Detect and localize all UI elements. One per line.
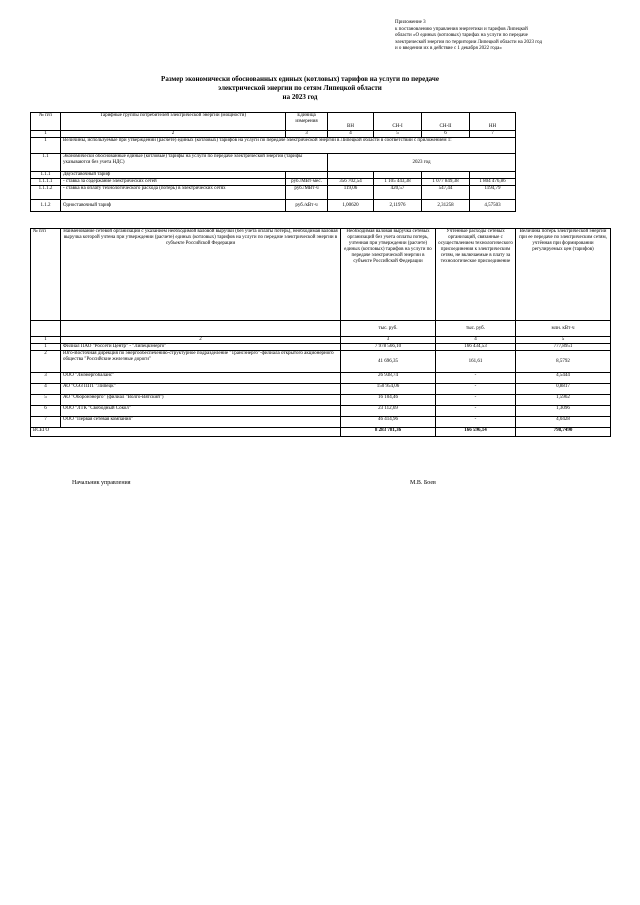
row-nvv: 23 112,69 — [341, 406, 436, 417]
row-num: 2 — [31, 351, 61, 373]
index-cell: 4 — [328, 131, 374, 138]
header-group: Тарифные группы потребителей электрической энергии (мощности) — [61, 113, 286, 131]
row-text: - ставка на оплату технологического расхода (потерь) в электрических сетях — [61, 186, 286, 200]
row-loss: 0,8817 — [516, 384, 611, 395]
row-text: Величины, используемые при утверждении (расчете) единых (котловых) тарифов на услуги по передаче электрической энергии в Липецкой области в соответствии с приложением 1: — [61, 138, 516, 154]
row-num: 1.1 — [31, 154, 61, 172]
title-line: Размер экономически обоснованных единых (котловых) тарифов на услуги по передаче — [161, 75, 439, 83]
table-row — [31, 406, 611, 417]
index-row — [31, 337, 611, 344]
header-sn1: СН-I — [374, 113, 422, 131]
total-loss: 798,7490 — [516, 428, 611, 437]
row-org: ООО "Первая сетевая компания" — [61, 417, 341, 428]
row-unit: руб./МВт·ч — [286, 186, 328, 200]
row-org: Филиал ПАО "Россети Центр" - "Липецкэнерго" — [61, 344, 341, 351]
value-nn: 1 804 476,86 — [470, 179, 516, 186]
table-row — [31, 384, 611, 395]
row-num: 1.1.1.1 — [31, 179, 61, 186]
table-header-row — [31, 113, 516, 131]
table-row — [31, 373, 611, 384]
annex-line: и о введении их в действие с 1 декабря 2022 года» — [395, 46, 502, 52]
units-row — [31, 321, 611, 337]
header-tp: Учтенные расходы сетевых организаций, связанные с осуществлением технологического присоединения к электрическим сетям, не включаемые в плату за технологическое присоединение — [436, 229, 516, 321]
index-cell: 3 — [286, 131, 328, 138]
index-cell: 5 — [374, 131, 422, 138]
table-row — [31, 351, 611, 373]
value-sn1: 420,57 — [374, 186, 422, 200]
table-row — [31, 154, 516, 172]
index-cell: 1 — [31, 131, 61, 138]
row-text: Двухставочный тариф — [61, 172, 286, 179]
index-cell: 3 — [341, 337, 436, 344]
table-row — [31, 395, 611, 406]
row-loss: 777,8951 — [516, 344, 611, 351]
header-org: Наименование сетевой организации с указанием необходимой валовой выручки (без учета оплаты потерь), необходимая валовая выручка которой учтена при утверждении (расчете) единых (котловых) тарифов на услуги по передаче электрической энергии в субъекте Российской Федерации — [61, 229, 341, 321]
index-cell: 5 — [516, 337, 611, 344]
row-num: 7 — [31, 417, 61, 428]
header-unit: Единица измерения — [286, 113, 328, 131]
annex-line: электрической энергии по территории Липецкой области на 2023 год — [395, 39, 543, 45]
index-cell: 7 — [470, 131, 516, 138]
value-vn: 119,06 — [328, 186, 374, 200]
network-organizations-table — [30, 228, 611, 437]
header-sn2: СН-II — [422, 113, 470, 131]
value-sn1: 1 105 443,38 — [374, 179, 422, 186]
header-loss: Величина потерь электрической энергии при ее передаче по электрическим сетям, учтённая при формировании регулируемых цен (тарифов) — [516, 229, 611, 321]
signature-name: М.В. Боев — [410, 480, 436, 486]
tariff-table — [30, 112, 516, 212]
row-loss: 8,5792 — [516, 351, 611, 373]
row-text: - ставка за содержание электрических сетей — [61, 179, 286, 186]
row-tp: - — [436, 373, 516, 384]
header-num: № п/п — [31, 229, 61, 321]
unit-nvv: тыс. руб. — [341, 321, 436, 337]
row-tp: - — [436, 384, 516, 395]
unit-loss: млн. кВт·ч — [516, 321, 611, 337]
row-nvv: 150 954,06 — [341, 384, 436, 395]
row-num: 1.1.1.2 — [31, 186, 61, 200]
row-org: АО "Оборонэнерго" (филиал "Волго-Вятский") — [61, 395, 341, 406]
row-loss: 1,3096 — [516, 406, 611, 417]
row-org: ООО "Лмэнергобаланс" — [61, 373, 341, 384]
table-header-row — [31, 229, 611, 321]
year-cell: 2023 год — [328, 154, 516, 172]
row-unit: руб./кВт·ч — [286, 200, 328, 212]
index-cell: 2 — [61, 337, 341, 344]
row-nvv: 26 938,74 — [341, 373, 436, 384]
row-tp: - — [436, 395, 516, 406]
value-sn2: 2,31258 — [422, 200, 470, 212]
index-cell: 2 — [61, 131, 286, 138]
title-line: электрической энергии по сетям Липецкой области — [218, 84, 382, 92]
value-nn: 1194,79 — [470, 186, 516, 200]
row-text: Одноставочный тариф — [61, 200, 286, 212]
row-num: 1 — [31, 344, 61, 351]
annex-line: области «О единых (котловых) тарифах на услуги по передаче — [395, 33, 528, 39]
row-tp: - — [436, 417, 516, 428]
total-label: ВСЕГО — [31, 428, 341, 437]
index-cell: 6 — [422, 131, 470, 138]
row-loss: 4,0428 — [516, 417, 611, 428]
row-tp: - — [436, 406, 516, 417]
row-num: 1.1.1 — [31, 172, 61, 179]
total-tp: 166 596,14 — [436, 428, 516, 437]
row-nvv: 16 104,46 — [341, 395, 436, 406]
table-row — [31, 344, 611, 351]
row-num: 6 — [31, 406, 61, 417]
document-title — [90, 75, 510, 102]
row-loss: 4,5444 — [516, 373, 611, 384]
row-nvv: 7 978 566,10 — [341, 344, 436, 351]
row-num: 3 — [31, 373, 61, 384]
total-nvv: 8 283 781,36 — [341, 428, 436, 437]
value-sn2: 547,44 — [422, 186, 470, 200]
annex-line: к постановлению управления энергетики и тарифов Липецкой — [395, 26, 528, 32]
row-tp: 166 434,53 — [436, 344, 516, 351]
title-line: на 2023 год — [282, 93, 318, 101]
value-sn1: 2,11976 — [374, 200, 422, 212]
table-row — [31, 417, 611, 428]
row-num: 1.1.2 — [31, 200, 61, 212]
unit-tp: тыс. руб. — [436, 321, 516, 337]
row-org: Юго-Восточная дирекция по энергообеспечению-структурное подразделение "Трансэнерго"-филиала открытого акционерного общества "Российские железные дороги" — [61, 351, 341, 373]
value-vn: 356 702,54 — [328, 179, 374, 186]
row-nvv: 46 414,96 — [341, 417, 436, 428]
table-row — [31, 200, 516, 212]
row-loss: 1,5962 — [516, 395, 611, 406]
row-num: 4 — [31, 384, 61, 395]
row-text: Экономически обоснованные единые (котловые) тарифы на услуги по передаче электрической энергии (тарифы указываются без учета НДС) — [61, 154, 328, 172]
table-row — [31, 172, 516, 179]
table-row — [31, 179, 516, 186]
value-nn: 4,57503 — [470, 200, 516, 212]
row-num: 1 — [31, 138, 61, 154]
row-unit: руб./МВт·мес. — [286, 179, 328, 186]
table-row — [31, 186, 516, 200]
signature-position: Начальник управления — [72, 480, 131, 486]
row-org: ООО "ЛТК "Свободный Сокол" — [61, 406, 341, 417]
index-cell: 1 — [31, 337, 61, 344]
table-row — [31, 138, 516, 154]
value-sn2: 1 077 849,38 — [422, 179, 470, 186]
annex-line: Приложение 3 — [395, 20, 426, 25]
row-tp: 161,61 — [436, 351, 516, 373]
header-nvv: Необходимая валовая выручка сетевых организаций без учета оплаты потерь, учтенная при утверждении (расчете) единых (котловых) тарифов на услуги по передаче электрической энергии в субъекте Российской Федерации — [341, 229, 436, 321]
row-org: АО "ОЭЗ ППТ "Липецк" — [61, 384, 341, 395]
header-num: № п/п — [31, 113, 61, 131]
header-nn: НН — [470, 113, 516, 131]
value-vn: 1,00620 — [328, 200, 374, 212]
row-nvv: 41 696,35 — [341, 351, 436, 373]
total-row — [31, 428, 611, 437]
index-row — [31, 131, 516, 138]
header-vn: ВН — [328, 113, 374, 131]
index-cell: 4 — [436, 337, 516, 344]
annex-block — [395, 20, 630, 53]
row-num: 5 — [31, 395, 61, 406]
